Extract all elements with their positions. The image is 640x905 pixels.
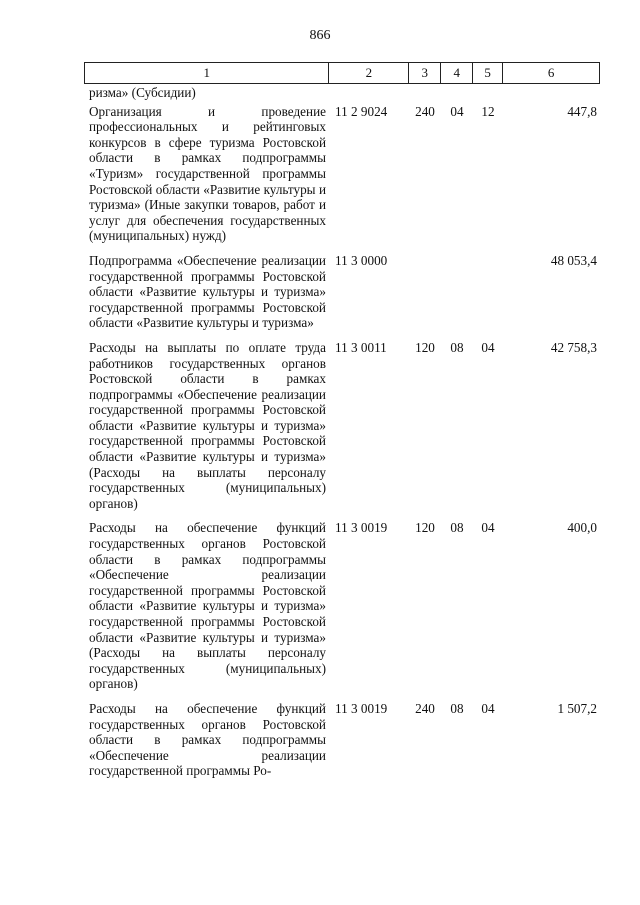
row-col3: 240 bbox=[415, 103, 435, 119]
budget-table bbox=[84, 85, 600, 779]
column-header-row bbox=[84, 62, 600, 84]
row-code: 11 2 9024 bbox=[335, 103, 388, 119]
row-amount: 447,8 bbox=[567, 103, 597, 119]
row-amount: 1 507,2 bbox=[557, 700, 597, 716]
table-row bbox=[84, 244, 600, 331]
column-header-6: 6 bbox=[503, 63, 600, 84]
table-row bbox=[84, 101, 600, 244]
row-name: Расходы на обеспечение функций государственных органов Ростовской области в рамках подпрограммы «Обеспечение реализации государственной программы Ростовской области «Развитие культуры и туризма» государственной программы Ростовской области «Развитие культуры и туризма» (Расходы на выплаты персоналу государственных (муниципальных) органов) bbox=[89, 520, 326, 692]
row-name: Расходы на выплаты по оплате труда работников государственных органов Ростовской области в рамках подпрограммы «Обеспечение реализации государственной программы Ростовской области «Развитие культуры и туризма» государственной программы Ростовской области «Развитие культуры и туризма» (Расходы на выплаты персоналу государственных (муниципальных) органов) bbox=[89, 339, 326, 511]
row-amount: 48 053,4 bbox=[550, 252, 597, 268]
column-header-5: 5 bbox=[473, 63, 503, 84]
column-header-2: 2 bbox=[329, 63, 409, 84]
row-code: 11 3 0019 bbox=[335, 520, 388, 536]
row-col3: 120 bbox=[415, 339, 435, 355]
column-header-4: 4 bbox=[441, 63, 473, 84]
row-code: 11 3 0000 bbox=[335, 252, 388, 268]
table-row bbox=[84, 511, 600, 692]
row-amount: 42 758,3 bbox=[550, 339, 597, 355]
row-col5 bbox=[473, 85, 503, 101]
row-code bbox=[329, 85, 409, 101]
row-amount bbox=[503, 85, 600, 101]
table-row bbox=[84, 85, 600, 101]
row-col5: 04 bbox=[481, 700, 495, 716]
row-name: Организация и проведение профессиональных и рейтинговых конкурсов в сфере туризма Ростовской области в рамках подпрограммы «Туризм» государственной программы Ростовской области «Развитие культуры и туризма» (Иные закупки товаров, работ и услуг для обеспечения государственных (муниципальных) нужд) bbox=[89, 103, 326, 244]
row-code: 11 3 0019 bbox=[335, 700, 388, 716]
table-row bbox=[84, 331, 600, 512]
row-col4: 08 bbox=[450, 700, 464, 716]
row-col5: 12 bbox=[481, 103, 495, 119]
column-header-1: 1 bbox=[85, 63, 329, 84]
row-col5 bbox=[473, 244, 503, 331]
row-col5: 04 bbox=[481, 339, 495, 355]
row-col3 bbox=[409, 85, 441, 101]
row-name: Расходы на обеспечение функций государственных органов Ростовской области в рамках подпрограммы «Обеспечение реализации государственной программы Ро- bbox=[89, 700, 326, 779]
row-name: ризма» (Субсидии) bbox=[89, 85, 196, 100]
row-name: Подпрограмма «Обеспечение реализации государственной программы Ростовской области «Развитие культуры и туризма» государственной программы Ростовской области «Развитие культуры и туризма» bbox=[89, 252, 326, 331]
row-col3: 120 bbox=[415, 520, 435, 536]
row-col5: 04 bbox=[481, 520, 495, 536]
row-col3: 240 bbox=[415, 700, 435, 716]
row-col4: 08 bbox=[450, 339, 464, 355]
row-amount: 400,0 bbox=[567, 520, 597, 536]
row-col4 bbox=[441, 85, 473, 101]
table-row bbox=[84, 692, 600, 779]
page-number: 866 bbox=[309, 28, 331, 43]
row-col4: 08 bbox=[450, 520, 464, 536]
row-code: 11 3 0011 bbox=[335, 339, 387, 355]
row-col4 bbox=[441, 244, 473, 331]
column-header-3: 3 bbox=[409, 63, 441, 84]
row-col4: 04 bbox=[450, 103, 464, 119]
row-col3 bbox=[409, 244, 441, 331]
